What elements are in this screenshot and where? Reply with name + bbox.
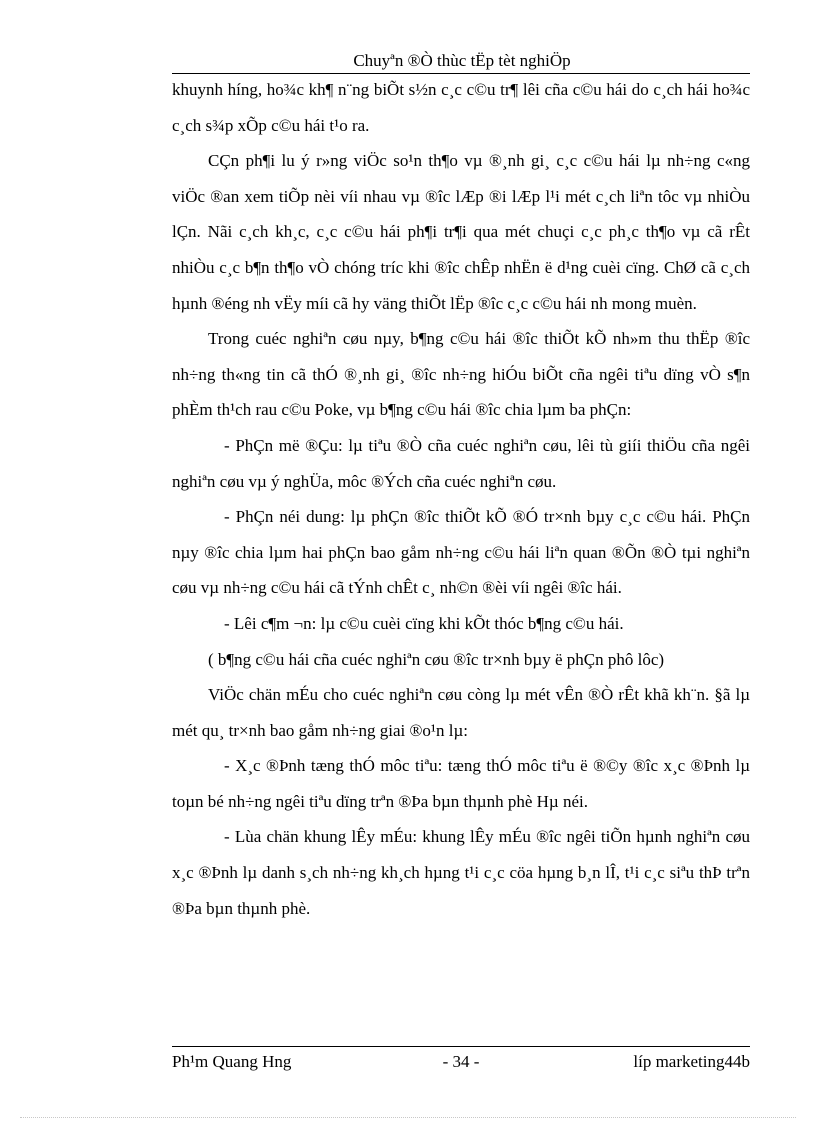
- paragraph-continuation: khuynh híng, ho¾c kh¶ n¨ng biÕt s½n c¸c c©u tr¶ lêi cña c©u hái do c¸ch hái ho¾c c¸ch s¾p xÕp c©u hái t¹o ra.: [172, 80, 750, 135]
- footer-rule: [172, 1046, 750, 1047]
- page-footer: [172, 1051, 750, 1073]
- list-item-thanks-part: - Lêi c¶m ¬n: lµ c©u cuèi cïng khi kÕt thóc b¶ng c©u hái.: [224, 613, 624, 633]
- paragraph-questionnaire-design: Trong cuéc nghiªn cøu nµy, b¶ng c©u hái ®îc thiÕt kÕ nh»m thu thËp ®îc nh÷ng th«ng tin cã thÓ ®¸nh gi¸ ®îc nh÷ng hiÓu biÕt cña ngêi tiªu dïng vÒ s¶n phÈm th¹ch rau c©u Poke, vµ b¶ng c©u hái ®îc chia lµm ba phÇn:: [172, 329, 750, 420]
- footer-author: Ph¹m Quang Hng: [172, 1052, 292, 1071]
- footer-class-name: líp marketing44b: [633, 1052, 750, 1071]
- page-header-title: Chuyªn ®Ò thùc tËp tèt nghiÖp: [353, 51, 571, 70]
- list-item-opening-part: - PhÇn më ®Çu: lµ tiªu ®Ò cña cuéc nghiªn cøu, lêi tù giíi thiÖu cña ngêi nghiªn cøu vµ ý nghÜa, môc ®Ých cña cuéc nghiªn cøu.: [172, 435, 750, 491]
- list-item-content-part: - PhÇn néi dung: lµ phÇn ®îc thiÕt kÕ ®Ó tr×nh bµy c¸c c©u hái. PhÇn nµy ®îc chia lµm hai phÇn bao gåm nh÷ng c©u hái liªn quan ®Õn ®Ò tµi nghiªn cøu vµ nh÷ng c©u hái cã tÝnh chÊt c¸ nh©n ®èi víi ngêi ®îc hái.: [172, 507, 750, 598]
- footer-page-number: - 34 -: [442, 1052, 480, 1071]
- paragraph-appendix-note: ( b¶ng c©u hái cña cuéc nghiªn cøu ®îc tr×nh bµy ë phÇn phô lôc): [208, 649, 665, 669]
- paragraph-drafting-note: CÇn ph¶i lu ý r»ng viÖc so¹n th¶o vµ ®¸nh gi¸ c¸c c©u hái lµ nh÷ng c«ng viÖc ®an xem tiÕp nèi víi nhau vµ ®îc lÆp ®i lÆp l¹i mét c¸ch liªn tôc vµ nhiÒu lÇn. Nãi c¸ch kh¸c, c¸c c©u hái ph¶i tr¶i qua mét chuçi c¸c ph¸c th¶o vµ cã rÊt nhiÒu c¸c b¶n th¶o vÒ chóng tríc khi ®îc chÊp nhËn ë d¹ng cuèi cïng. ChØ cã c¸ch hµnh ®éng nh vËy míi cã hy väng thiÕt lËp ®îc c¸c c©u hái nh mong muèn.: [172, 151, 750, 313]
- paragraph-sampling-intro: ViÖc chän mÉu cho cuéc nghiªn cøu còng lµ mét vÊn ®Ò rÊt khã kh¨n. §ã lµ mét qu¸ tr×nh bao gåm nh÷ng giai ®o¹n lµ:: [172, 685, 750, 740]
- document-body: [172, 72, 750, 926]
- list-item-sampling-frame: - Lùa chän khung lÊy mÉu: khung lÊy mÉu ®îc ngêi tiÕn hµnh nghiªn cøu x¸c ®Þnh lµ danh s¸ch nh÷ng kh¸ch hµng t¹i c¸c cöa hµng b¸n lÎ, t¹i c¸c siªu thÞ trªn ®Þa bµn thµnh phè.: [172, 827, 750, 918]
- list-item-target-population: - X¸c ®Þnh tæng thÓ môc tiªu: tæng thÓ môc tiªu ë ®©y ®îc x¸c ®Þnh lµ toµn bé nh÷ng ngêi tiªu dïng trªn ®Þa bµn thµnh phè Hµ néi.: [172, 756, 750, 811]
- page-bottom-border: [20, 1117, 796, 1118]
